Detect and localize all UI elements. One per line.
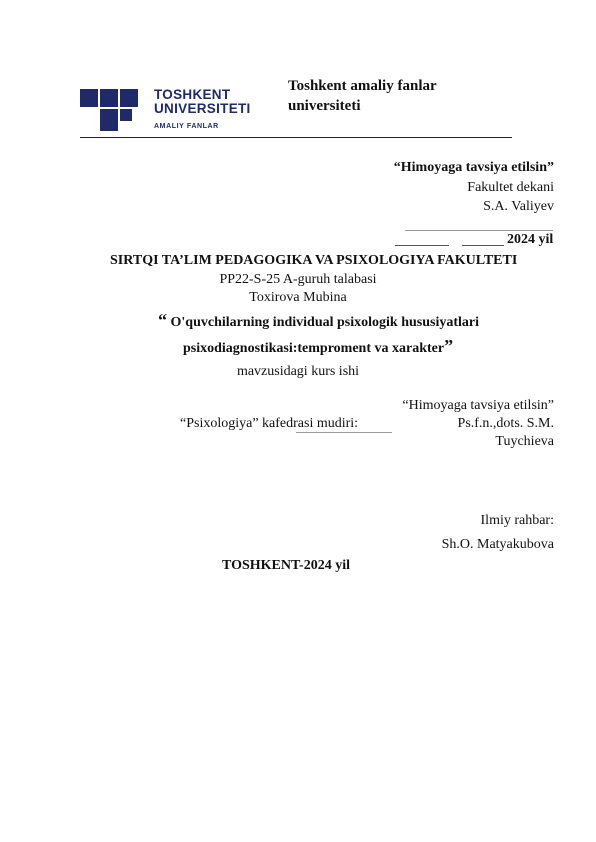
- dean-signature-line: [405, 230, 553, 231]
- date-month-blank: [462, 245, 504, 246]
- approval-heading-text: “Himoyaga tavsiya etilsin”: [393, 160, 554, 175]
- header-title-line-2: universiteti: [288, 98, 361, 114]
- approval-right-heading: “Himoyaga tavsiya etilsin”: [402, 398, 554, 413]
- department-head-label: “Psixologiya” kafedrasi mudiri:: [180, 416, 359, 431]
- topic-open-quote: “: [158, 310, 167, 330]
- topic-line-2-text: psixodiagnostikasi:temproment va xarakter: [183, 341, 445, 356]
- header-divider: [80, 137, 512, 138]
- logo-square-1: [80, 89, 98, 107]
- student-name: Toxirova Mubina: [249, 290, 347, 305]
- supervisor-label: Ilmiy rahbar:: [480, 513, 554, 528]
- city-year: TOSHKENT-2024 yil: [222, 558, 350, 573]
- topic-line-1: [158, 310, 479, 331]
- university-logo: [80, 87, 265, 133]
- supervisor-name: Sh.O. Matyakubova: [441, 537, 554, 552]
- logo-square-5: [120, 109, 132, 121]
- faculty-name: SIRTQI TA’LIM PEDAGOGIKA VA PSIXOLOGIYA FAKULTETI: [110, 253, 518, 268]
- date-year: 2024 yil: [507, 232, 554, 247]
- topic-line-1-text: O'quvchilarning individual psixologik hususiyatlari: [170, 315, 479, 330]
- topic-close-quote: ”: [444, 336, 454, 356]
- logo-square-3: [120, 89, 138, 107]
- date-day-blank: [395, 245, 449, 246]
- approval-right-name-2: Tuychieva: [495, 434, 554, 449]
- topic-line-2: [183, 336, 453, 357]
- approval-right-name-1: Ps.f.n.,dots. S.M.: [457, 416, 554, 431]
- student-group: PP22-S-25 A-guruh talabasi: [219, 272, 377, 287]
- dean-name: S.A. Valiyev: [483, 199, 554, 214]
- dean-role: Fakultet dekani: [467, 180, 554, 195]
- logo-line-2: UNIVERSITETI: [154, 101, 251, 116]
- logo-square-4: [100, 109, 118, 131]
- logo-tagline: AMALIY FANLAR: [154, 123, 219, 130]
- logo-line-1: TOSHKENT: [154, 87, 231, 102]
- department-head-signature-line: [296, 432, 392, 433]
- header-title-line-1: Toshkent amaliy fanlar: [288, 78, 437, 94]
- approval-heading: [394, 160, 554, 176]
- work-type: mavzusidagi kurs ishi: [236, 364, 360, 379]
- logo-square-2: [100, 89, 118, 107]
